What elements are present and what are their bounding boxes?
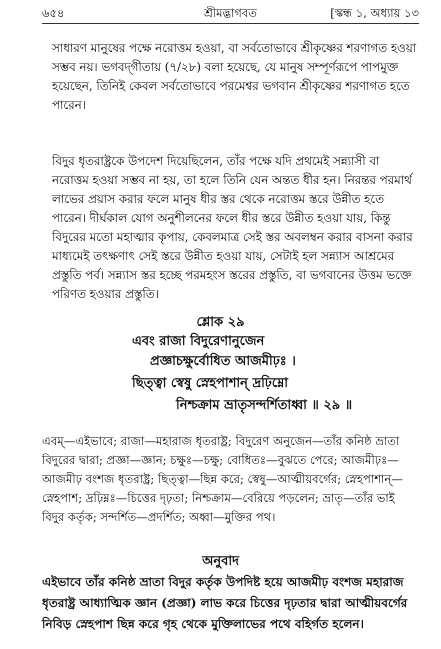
verse-line-4: নিশ্চক্রাম ভ্রাতৃসন্দর্শিতাধ্বা ॥ ২৯ ॥ [176, 398, 353, 413]
book-title: শ্রীমদ্ভাগবত [204, 5, 257, 20]
word-for-word-synonyms: এবম্—এইভাবে; রাজা—মহারাজ ধৃতরাষ্ট্র; বিদুরেণ অনুজেন—তাঁর কনিষ্ঠ ভ্রাতা বিদুরের দ্বারা; প্রজ্ঞা—জ্ঞান; চক্ষুঃ—চক্ষু; বোধিতঃ—বুঝতে পেরে; আজমীঢ়ঃ—আজমীঢ় বংশজ ধৃতরাষ্ট্র; ছিত্ত্বা—ছিন্ন করে; স্বেষু—আত্মীয়বর্গের; স্নেহপাশান্—স্নেহপাশ; দ্রঢ়িম্নঃ—চিত্তের দৃঢ়তা; নিশ্চক্রাম—বেরিয়ে পড়লেন; ভ্রাতৃ—তাঁর ভাই বিদুর কর্তৃক; সন্দর্শিত—প্রদর্শিত; অধ্বা—মুক্তির পথ। [42, 434, 403, 524]
verse-title: শ্লোক ২৯ [196, 315, 245, 330]
verse-line-3: ছিত্ত্বা স্বেষু স্নেহপাশান্ দ্রঢ়িম্নো [132, 376, 289, 391]
page-number: ৬৫৪ [42, 5, 65, 20]
purport-paragraph-2: বিদুর ধৃতরাষ্ট্রকে উপদেশ দিয়েছিলেন, তাঁর পক্ষে যদি প্রথমেই সন্ন্যাসী বা নরোত্তম হওয়া সম্ভব না হয়, তা হলে তিনি যেন অন্তত ধীর হন। নিরন্তর পরমার্থ লাভের প্রয়াস করার ফলে মানুষ ধীর স্তর থেকে নরোত্তম স্তরে উন্নীত হতে পারেন। দীর্ঘকাল যোগ অনুশীলনের ফলে ধীর স্তরে উন্নীত হওয়া যায়, কিন্তু বিদুরের মতো মহাত্মার কৃপায়, কেবলমাত্র সেই স্তর অবলম্বন করার বাসনা করার মাধ্যমেই তৎক্ষণাৎ সেই স্তরে উন্নীত হওয়া যায়, সেটাই হল সন্ন্যাস আশ্রমের প্রস্তুতি পর্ব। সন্ন্যাস স্তর হচ্ছে পরমহংস স্তরের প্রস্তুতি, বা ভগবানের উত্তম ভক্তে পরিণত হওয়ার প্রস্তুতি। [52, 154, 413, 301]
translation-text: এইভাবে তাঁর কনিষ্ঠ ভ্রাতা বিদুর কর্তৃক উপদিষ্ট হয়ে আজমীঢ় বংশজ মহারাজ ধৃতরাষ্ট্র আধ্যাত্মিক জ্ঞান (প্রজ্ঞা) লাভ করে চিত্তের দৃঢ়তার দ্বারা আত্মীয়বর্গের নিবিড় স্নেহপাশ ছিন্ন করে গৃহ থেকে মুক্তিলাভের পথে বহির্গত হলেন। [42, 575, 408, 631]
translation-title: অনুবাদ [202, 554, 239, 569]
verse-line-2: প্রজ্ঞাচক্ষুর্বোধিত আজমীঢ়ঃ । [150, 354, 296, 369]
header-rule [42, 23, 419, 24]
purport-paragraph-1: সাধারণ মানুষের পক্ষে নরোত্তম হওয়া, বা সর্বতোভাবে শ্রীকৃষ্ণের শরণাগত হওয়া সম্ভব নয়। ভগবদ্‌গীতায় (৭/২৮) বলা হয়েছে, যে মানুষ সম্পূর্ণরূপে পাপমুক্ত হয়েছেন, তিনিই কেবল সর্বতোভাবে পরমেশ্বর ভগবান শ্রীকৃষ্ণের শরণাগত হতে পারেন। [52, 41, 417, 112]
verse-line-1: এবং রাজা বিদুরেণানুজেন [132, 334, 265, 349]
section-label: [স্কন্ধ ১, অধ্যায় ১৩ [330, 5, 419, 20]
page-header [42, 4, 419, 24]
